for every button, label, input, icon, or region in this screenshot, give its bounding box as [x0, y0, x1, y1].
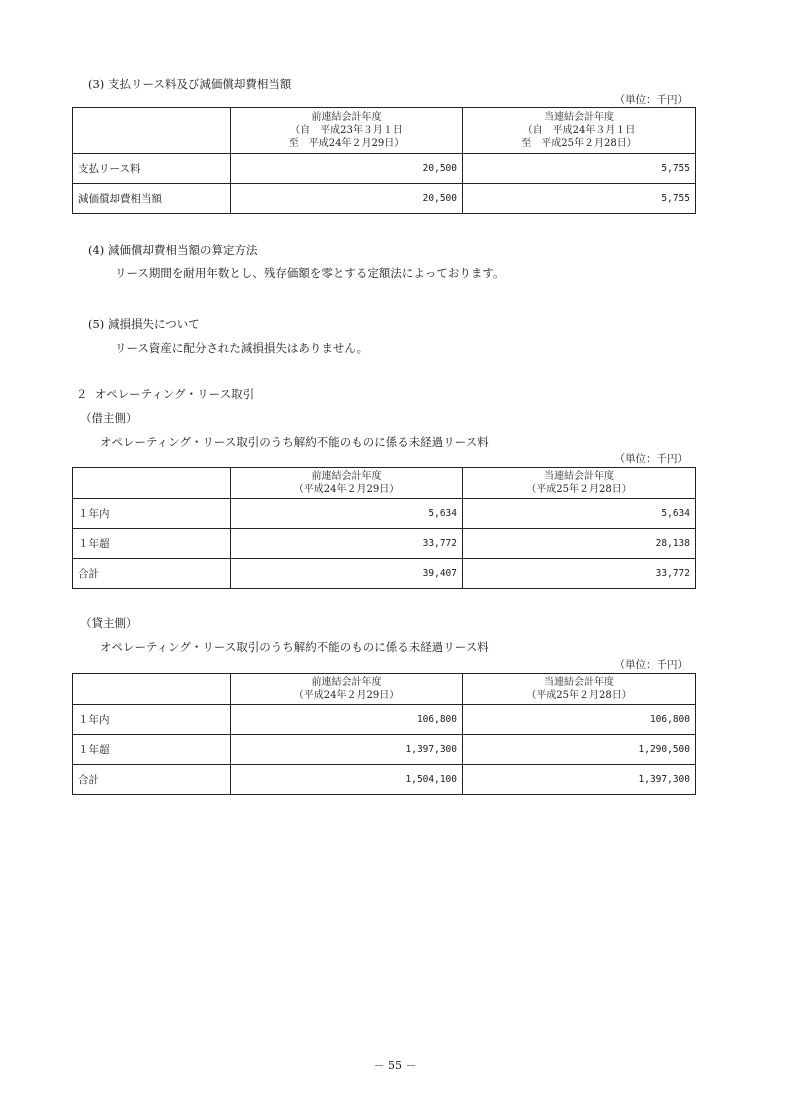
table-row	[73, 499, 696, 529]
value-prev: 5,634	[231, 499, 463, 529]
lessee-caption: オペレーティング・リース取引のうち解約不能のものに係る未経過リース料	[100, 435, 489, 449]
row-label: １年内	[73, 499, 231, 529]
lessor-unit: （単位：千円）	[614, 659, 688, 671]
table-row	[73, 184, 696, 214]
value-prev: 33,772	[231, 529, 463, 559]
table-row	[73, 559, 696, 589]
row-label: 支払リース料	[73, 154, 231, 184]
section5-title: (5) 減損損失について	[88, 317, 200, 331]
header-prev-period: 前連結会計年度 （平成24年２月29日）	[231, 674, 463, 705]
header-prev-period: 前連結会計年度 （自 平成23年３月１日 至 平成24年２月29日）	[231, 108, 463, 154]
lessee-subtitle: （借主側）	[80, 411, 138, 425]
lessee-table	[72, 467, 696, 589]
header-curr-period: 当連結会計年度 （平成25年２月28日）	[463, 468, 696, 499]
value-curr: 5,755	[463, 154, 696, 184]
page-number: － 55 －	[373, 1059, 417, 1072]
value-prev: 1,504,100	[231, 765, 463, 795]
table-row	[73, 765, 696, 795]
table-row	[73, 529, 696, 559]
lessor-table	[72, 673, 696, 795]
value-curr: 5,634	[463, 499, 696, 529]
header-empty-cell	[73, 468, 231, 499]
table-row	[73, 705, 696, 735]
section3-title: (3) 支払リース料及び減価償却費相当額	[88, 77, 292, 91]
value-curr: 33,772	[463, 559, 696, 589]
value-prev: 1,397,300	[231, 735, 463, 765]
row-label: 合計	[73, 765, 231, 795]
value-curr: 28,138	[463, 529, 696, 559]
section4-title: (4) 減価償却費相当額の算定方法	[88, 243, 258, 257]
table-row	[73, 735, 696, 765]
value-curr: 106,800	[463, 705, 696, 735]
header-empty-cell	[73, 674, 231, 705]
section4-text: リース期間を耐用年数とし、残存価額を零とする定額法によっております。	[115, 266, 505, 280]
table-header-row	[73, 674, 696, 705]
table-header-row	[73, 108, 696, 154]
row-label: １年内	[73, 705, 231, 735]
lessor-subtitle: （貸主側）	[80, 616, 138, 630]
row-label: 減価償却費相当額	[73, 184, 231, 214]
value-prev: 39,407	[231, 559, 463, 589]
value-prev: 20,500	[231, 184, 463, 214]
section5-text: リース資産に配分された減損損失はありません。	[115, 341, 369, 355]
row-label: 合計	[73, 559, 231, 589]
table-header-row	[73, 468, 696, 499]
value-prev: 106,800	[231, 705, 463, 735]
header-curr-period: 当連結会計年度 （自 平成24年３月１日 至 平成25年２月28日）	[463, 108, 696, 154]
row-label: １年超	[73, 735, 231, 765]
value-curr: 5,755	[463, 184, 696, 214]
value-curr: 1,397,300	[463, 765, 696, 795]
section3-unit: （単位：千円）	[614, 94, 688, 106]
table-row	[73, 154, 696, 184]
row-label: １年超	[73, 529, 231, 559]
section2-title: ２ オペレーティング・リース取引	[76, 387, 255, 401]
section3-table	[72, 107, 696, 214]
header-prev-period: 前連結会計年度 （平成24年２月29日）	[231, 468, 463, 499]
value-curr: 1,290,500	[463, 735, 696, 765]
header-curr-period: 当連結会計年度 （平成25年２月28日）	[463, 674, 696, 705]
value-prev: 20,500	[231, 154, 463, 184]
lessee-unit: （単位：千円）	[614, 453, 688, 465]
lessor-caption: オペレーティング・リース取引のうち解約不能のものに係る未経過リース料	[100, 640, 489, 654]
header-empty-cell	[73, 108, 231, 154]
